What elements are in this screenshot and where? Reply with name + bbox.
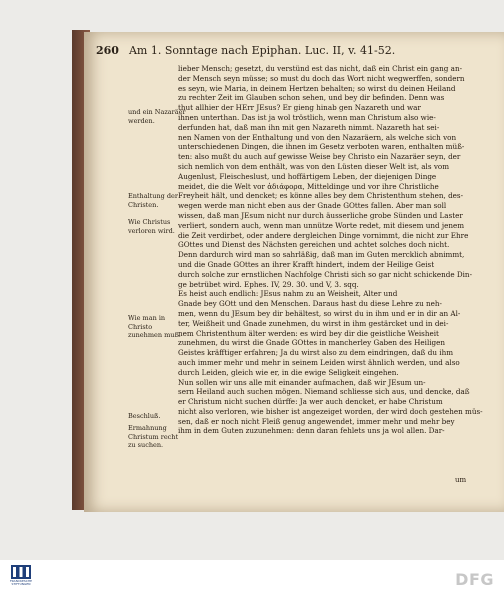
francke-foundation-logo[interactable] [8, 564, 34, 588]
dfg-logo[interactable]: DFG [455, 570, 494, 589]
text-line: Denn dardurch wird man so sahrläßig, daß man im Guten mercklich abnimmt, [178, 250, 465, 260]
text-line: nen Namen von der Enthaltung und von den Nazaräern, als welche sich von [178, 132, 457, 142]
text-line: meidet, die die Welt vor ἀδιάφορα, Mitteldinge und vor ihre Christliche [178, 181, 439, 191]
text-line: durch Leiden, gleich wie er, in die ewige Seligkeit eingehen. [178, 367, 399, 377]
text-line: Es heist auch endlich: JEsus nahm zu an Weisheit, Alter und [178, 289, 398, 299]
text-line: thut allhier der HErr JEsus? Er gieng hinab gen Nazareth und war [178, 103, 421, 113]
margin-note: Beschluß. [128, 412, 161, 420]
text-line: es seyn, wie Maria, in deinem Hertzen behalten; so wirst du deinen Heiland [178, 83, 456, 93]
text-line: Geistes kräfftiger erfahren; Ja du wirst also zu dem eindringen, daß du ihm [178, 348, 454, 358]
text-line: sern Heiland auch suchen mögen. Niemand schliesse sich aus, und dencke, daß [178, 387, 470, 397]
margin-note: Wie Christus verloren wird. [128, 218, 175, 235]
margin-note: Ermahnung Christum recht zu suchen. [128, 424, 179, 449]
text-line: lieber Mensch; gesetzt, du verstünd est das nicht, daß ein Christ ein gang an- [178, 64, 463, 73]
margin-note: und ein Nazaräer werden. [128, 108, 186, 125]
page-number: 260 [96, 44, 119, 57]
text-line: zunehmen, du wirst die Gnade GOttes in mancherley Gaben des Heiligen [178, 338, 446, 348]
body-text [178, 64, 494, 436]
page-header [96, 44, 496, 57]
text-line: nicht also verloren, wie bisher ist angezeiget worden, der wird doch gestehen müs- [178, 406, 483, 416]
text-line: auch immer mehr und mehr in seinem Leiden wirst ähnlich werden, und also [178, 357, 460, 367]
text-line: der Mensch seyn müsse; so must du doch das Wort nicht wegwerffen, sondern [178, 73, 465, 83]
text-line: zu rechter Zeit im Glauben schon sehen, und bey dir befinden. Denn was [178, 93, 445, 103]
catchword: um [455, 476, 467, 484]
text-line: ihm in dem Guten zuzunehmen: denn daran fehlets uns ja wol allen. Dar- [178, 426, 445, 436]
text-line: wegen werde man nicht eben aus der Gnade GOttes fallen. Aber man soll [178, 201, 447, 211]
text-line: ten: also mußt du auch auf gewisse Weise bey Christo ein Nazaräer seyn, der [178, 152, 461, 162]
text-line: men, wenn du JEsum bey dir behältest, so wirst du in ihm und er in dir an Al- [178, 308, 461, 318]
text-line: sich nemlich von dem enthält, was von den Lüsten dieser Welt ist, als vom [178, 161, 450, 171]
text-line: verliert, sondern auch, wenn man unnütze Worte redet, mit diesem und jenem [178, 220, 465, 230]
text-line: ter, Weißheit und Gnade zunehmen, du wirst in ihm gestärcket und in dei- [178, 318, 449, 328]
crest-icon [8, 564, 34, 580]
margin-note: Enthaltung der Christen. [128, 192, 179, 209]
text-line: er Christum nicht suchen dürffe: Ja wer auch dencket, er habe Christum [178, 397, 443, 407]
logo-text: FRANCKESCHE STIFTUNGEN [9, 579, 33, 587]
running-title: Am 1. Sonntage nach Epiphan. Luc. II, v. 41-52. [128, 44, 396, 57]
text-line: GOttes und Dienst des Nächsten gereichen und achtet solches doch nicht. [178, 240, 450, 250]
text-line: Nun sollen wir uns alle mit einander aufmachen, daß wir JEsum un- [178, 377, 426, 387]
text-line: und die Gnade GOttes an ihrer Krafft hindert, indem der Heilige Geist [178, 259, 435, 269]
text-line: Freyheit hält, und dencket; es könne alles bey dem Christenthum stehen, des- [178, 191, 464, 201]
text-line: unterschiedenen Dingen, die ihnen im Gesetz verboten waren, enthalten müß- [178, 142, 465, 152]
text-line: wissen, daß man JEsum nicht nur durch äusserliche grobe Sünden und Laster [178, 210, 463, 220]
text-line: nem Christenthum älter werden: es wird bey dir die geistliche Weisheit [178, 328, 439, 338]
text-line: derfunden hat, daß man ihn mit gen Nazareth nimmt. Nazareth hat sei- [178, 122, 440, 132]
text-line: Gnade bey GOtt und den Menschen. Daraus hast du diese Lehre zu neh- [178, 299, 442, 309]
text-line: ge betrübet wird. Ephes. IV, 29. 30. und V, 3. sqq. [178, 279, 359, 289]
viewer-footer [0, 560, 504, 592]
text-line: die Zeit verdirbet, oder andere dergleichen Dinge vornimmt, die nicht zur Ehre [178, 230, 469, 240]
text-line: durch solche zur ernstlichen Nachfolge Christi sich so gar nicht schickende Din- [178, 269, 472, 279]
text-line: Augenlust, Fleischeslust, und hoffärtigem Leben, der diejenigen Dinge [178, 171, 437, 181]
text-line: ihnen unterthan. Das ist ja wol tröstlich, wenn man Christum also wie- [178, 112, 436, 122]
text-line: sen, daß er noch nicht Fleiß genug angewendet, immer mehr und mehr bey [178, 416, 455, 426]
margin-note: Wie man in Christo zunehmen muß. [128, 314, 181, 339]
